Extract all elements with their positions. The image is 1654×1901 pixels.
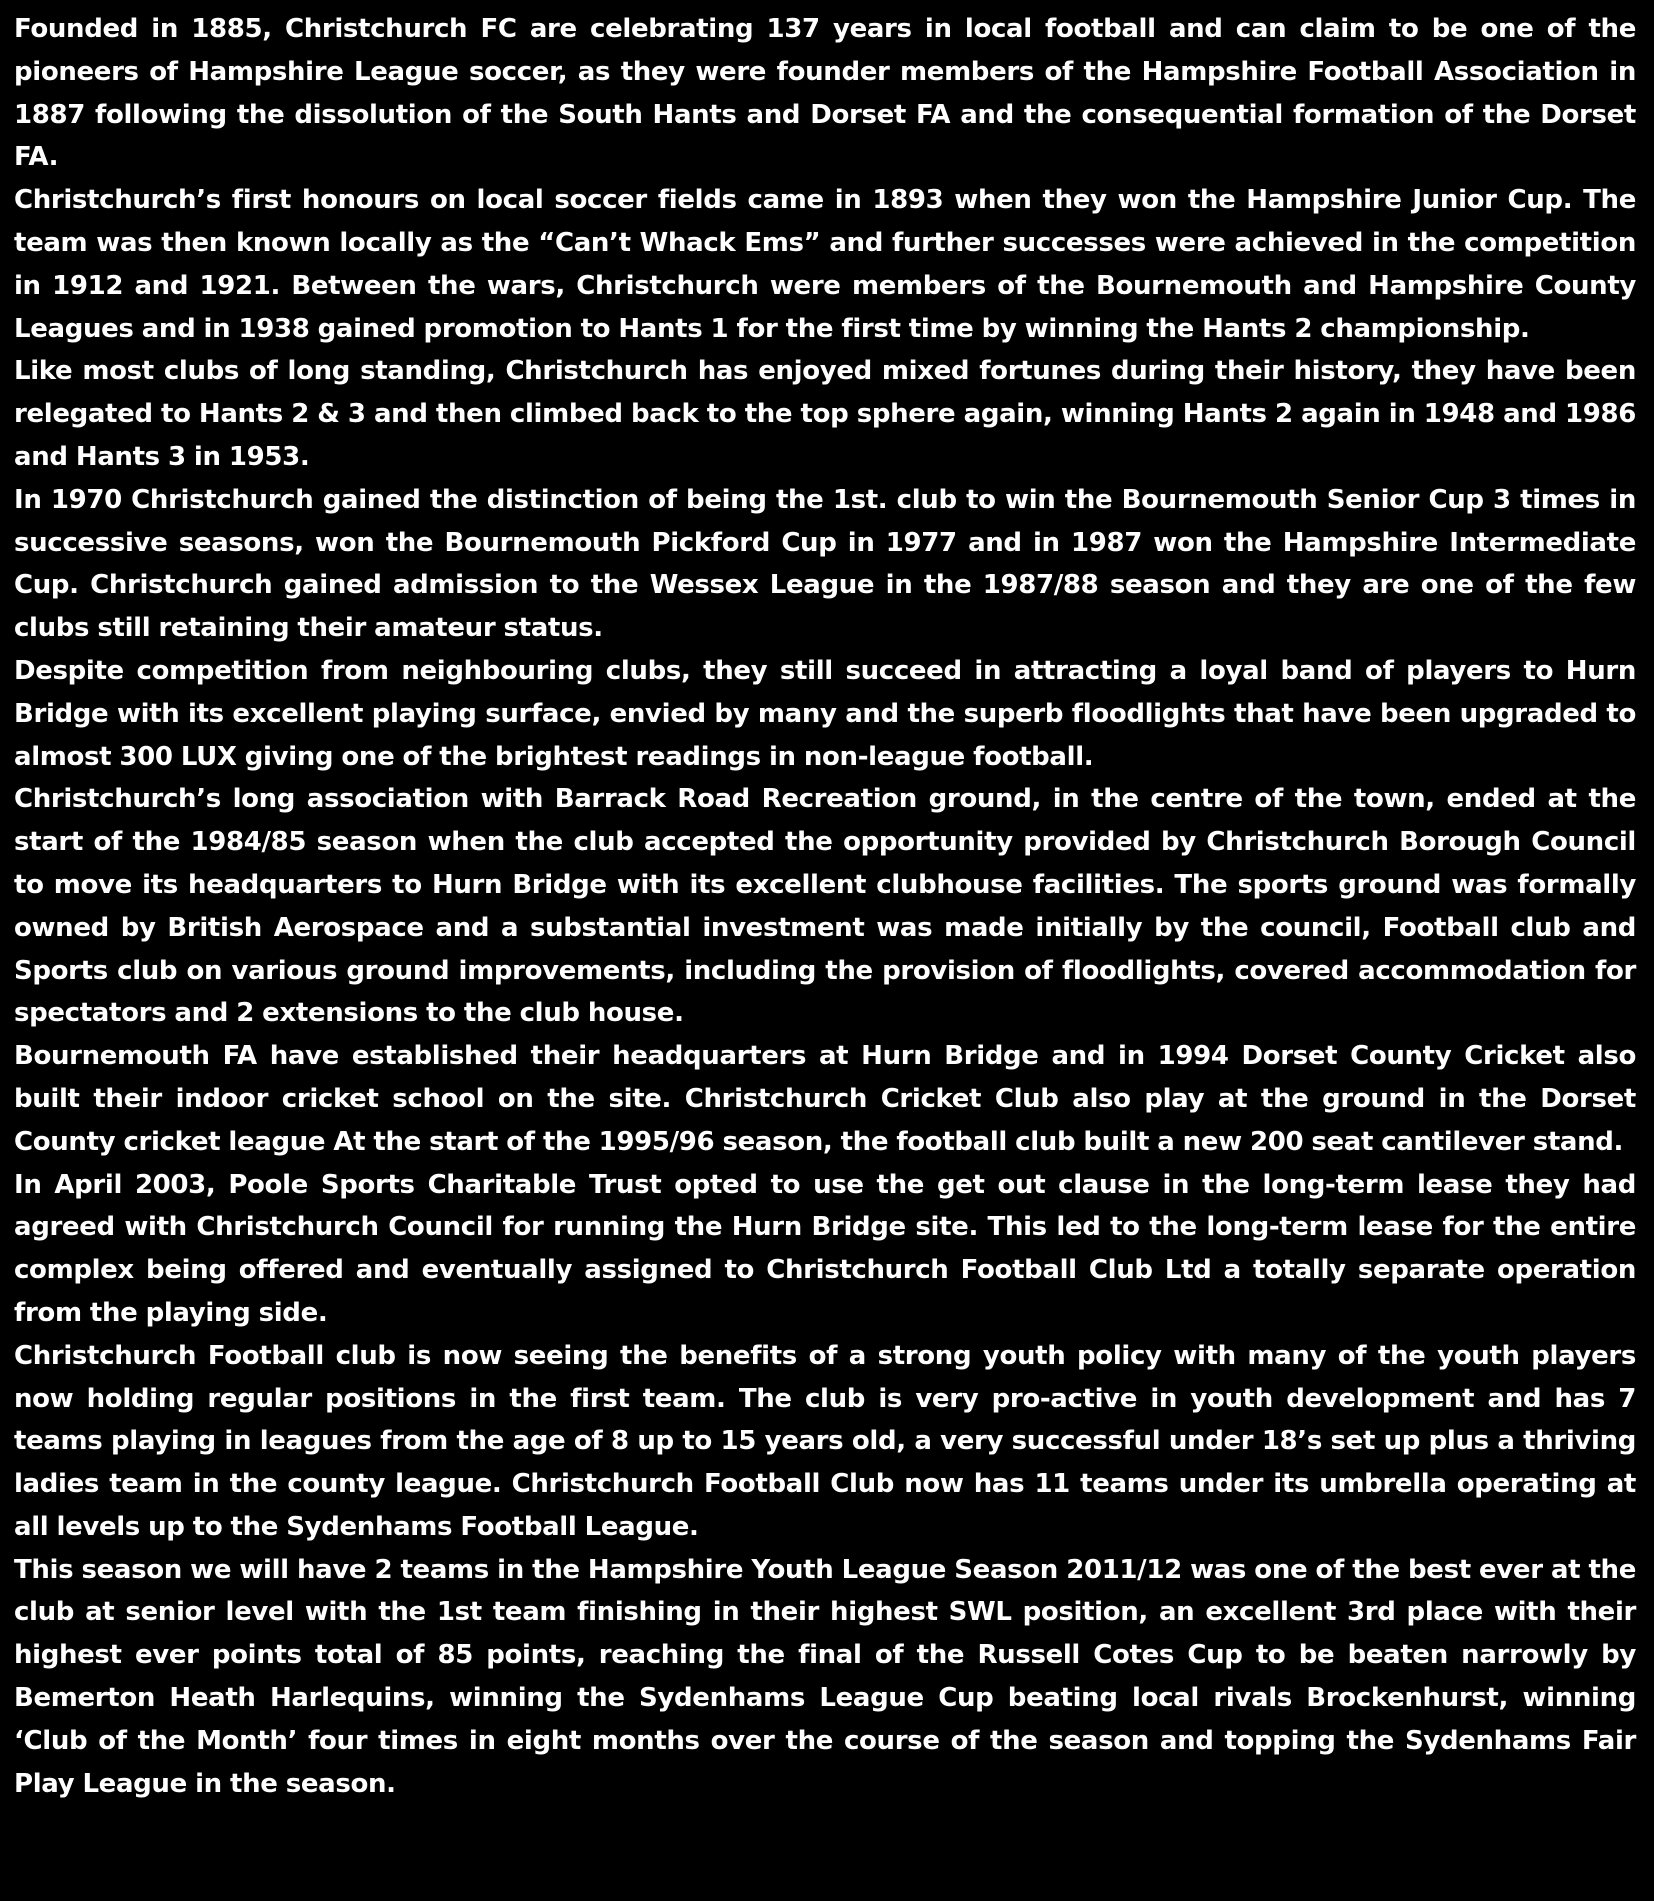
history-paragraph-season-2011-12: This season we will have 2 teams in the Hampshire Youth League Season 2011/12 was one of the best ever at the club at senior level with the 1st team finishing in their highest SWL position, an excellent 3rd place with their highest ever points total of 85 points, reaching the final of the Russell Cotes Cup to be beaten narrowly by Bemerton Heath Harlequins, winning the Sydenhams League Cup beating local rivals Brockenhurst, winning ‘Club of the Month’ four times in eight months over the course of the season and topping the Sydenhams Fair Play League in the season. [14, 1554, 1636, 1799]
history-paragraph-bournemouth-fa: Bournemouth FA have established their headquarters at Hurn Bridge and in 1994 Dorset County Cricket also built their indoor cricket school on the site. Christchurch Cricket Club also play at the ground in the Dorset County cricket league At the start of the 1995/96 season, the football club built a new 200 seat cantilever stand. [14, 1041, 1636, 1157]
history-paragraph-first-honours: Christchurch’s first honours on local soccer fields came in 1893 when they won the Hampshire Junior Cup. The team was then known locally as the “Can’t Whack Ems” and further successes were achieved in the competition in 1912 and 1921. Between the wars, Christchurch were members of the Bournemouth and Hampshire County Leagues and in 1938 gained promotion to Hants 1 for the first time by winning the Hants 2 championship. [14, 185, 1636, 344]
history-paragraph-senior-cup: In 1970 Christchurch gained the distinction of being the 1st. club to win the Bournemouth Senior Cup 3 times in successive seasons, won the Bournemouth Pickford Cup in 1977 and in 1987 won the Hampshire Intermediate Cup. Christchurch gained admission to the Wessex League in the 1987/88 season and they are one of the few clubs still retaining their amateur status. [14, 484, 1636, 644]
history-paragraph-barrack-road: Christchurch’s long association with Barrack Road Recreation ground, in the centre of the town, ended at the start of the 1984/85 season when the club accepted the opportunity provided by Christchurch Borough Council to move its headquarters to Hurn Bridge with its excellent clubhouse facilities. The sports ground was formally owned by British Aerospace and a substantial investment was made initially by the council, Football club and Sports club on various ground improvements, including the provision of floodlights, covered accommodation for spectators and 2 extensions to the club house. [14, 784, 1636, 1029]
history-paragraph-founding: Founded in 1885, Christchurch FC are celebrating 137 years in local football and can claim to be one of the pioneers of Hampshire League soccer, as they were founder members of the Hampshire Football Association in 1887 following the dissolution of the South Hants and Dorset FA and the consequential formation of the Dorset FA. [14, 14, 1636, 173]
history-paragraph-mixed-fortunes: Like most clubs of long standing, Christchurch has enjoyed mixed fortunes during their history, they have been relegated to Hants 2 & 3 and then climbed back to the top sphere again, winning Hants 2 again in 1948 and 1986 and Hants 3 in 1953. [14, 356, 1636, 472]
club-history-article [14, 8, 1636, 1805]
history-paragraph-youth-policy: Christchurch Football club is now seeing the benefits of a strong youth policy with many of the youth players now holding regular positions in the first team. The club is very pro-active in youth development and has 7 teams playing in leagues from the age of 8 up to 15 years old, a very successful under 18’s set up plus a thriving ladies team in the county league. Christchurch Football Club now has 11 teams under its umbrella operating at all levels up to the Sydenhams Football League. [14, 1340, 1636, 1542]
history-paragraph-hurn-bridge-players: Despite competition from neighbouring clubs, they still succeed in attracting a loyal band of players to Hurn Bridge with its excellent playing surface, envied by many and the superb floodlights that have been upgraded to almost 300 LUX giving one of the brightest readings in non-league football. [14, 655, 1636, 772]
history-paragraph-lease: In April 2003, Poole Sports Charitable Trust opted to use the get out clause in the long-term lease they had agreed with Christchurch Council for running the Hurn Bridge site. This led to the long-term lease for the entire complex being offered and eventually assigned to Christchurch Football Club Ltd a totally separate operation from the playing side. [14, 1169, 1636, 1328]
